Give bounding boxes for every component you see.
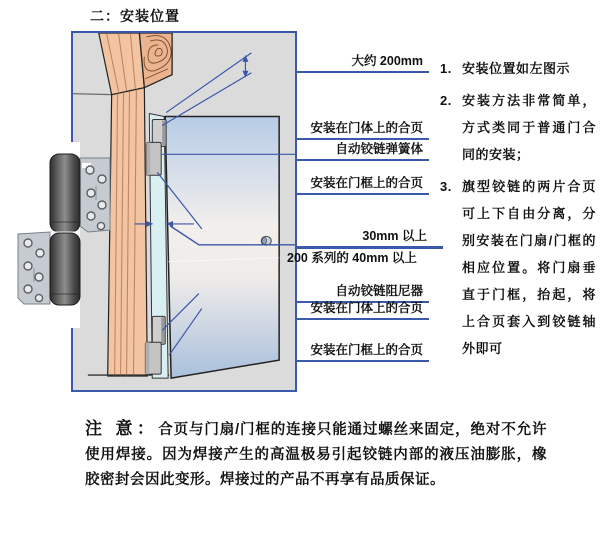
label-hinge-on-door-bottom: 安装在门体上的合页 <box>297 300 429 320</box>
instruction-text: 旗型铰链的两片合页可上下自由分离，分别安装在门扇/门框的相应位置。将门扇垂直于门框，抬起，将上合页套入到铰链轴外即可 <box>462 179 596 356</box>
page-title: 二：安装位置 <box>90 8 180 24</box>
hinge-upper-plate <box>80 158 110 232</box>
label-gap-30mm: 30mm 以上 <box>297 228 443 249</box>
instruction-item-3 <box>440 173 596 362</box>
instruction-text: 安装方法非常简单，方式类同于普通门合同的安装； <box>462 93 596 162</box>
warning-note-label: 注 意： <box>85 419 159 438</box>
label-dim-200mm: 大约 200mm <box>297 53 429 73</box>
warning-note-text: 合页与门扇/门框的连接只能通过螺丝来固定，绝对不允许使用焊接。因为焊接产生的高温极易引起铰链内部的液压油膨胀，橡胶密封会因此变形。焊接过的产品不再享有品质保证。 <box>85 422 547 488</box>
instruction-list <box>440 55 596 367</box>
label-hinge-on-door-top: 安装在门体上的合页 <box>297 120 429 140</box>
label-hinge-on-frame-bottom: 安装在门框上的合页 <box>297 342 429 362</box>
instruction-number: 2. <box>440 93 452 108</box>
label-gap-40mm-series200: 200 系列的 40mm 以上 <box>287 251 417 265</box>
flag-hinge-image <box>12 142 116 328</box>
instruction-text: 安装位置如左图示 <box>462 61 571 76</box>
hinge-cylinder <box>50 154 80 305</box>
label-spring-body: 自动铰链弹簧体 <box>297 141 429 161</box>
instruction-number: 1. <box>440 61 452 76</box>
hinge-photo <box>12 142 116 328</box>
warning-note <box>85 416 547 493</box>
instruction-number: 3. <box>440 179 452 194</box>
label-damper: 自动铰链阻尼器 <box>297 283 429 303</box>
hinge-lower-plate <box>18 232 50 304</box>
instruction-item-1 <box>440 55 596 82</box>
door-panel <box>165 117 279 379</box>
instruction-item-2 <box>440 87 596 168</box>
label-hinge-on-frame-top: 安装在门框上的合页 <box>297 175 429 195</box>
